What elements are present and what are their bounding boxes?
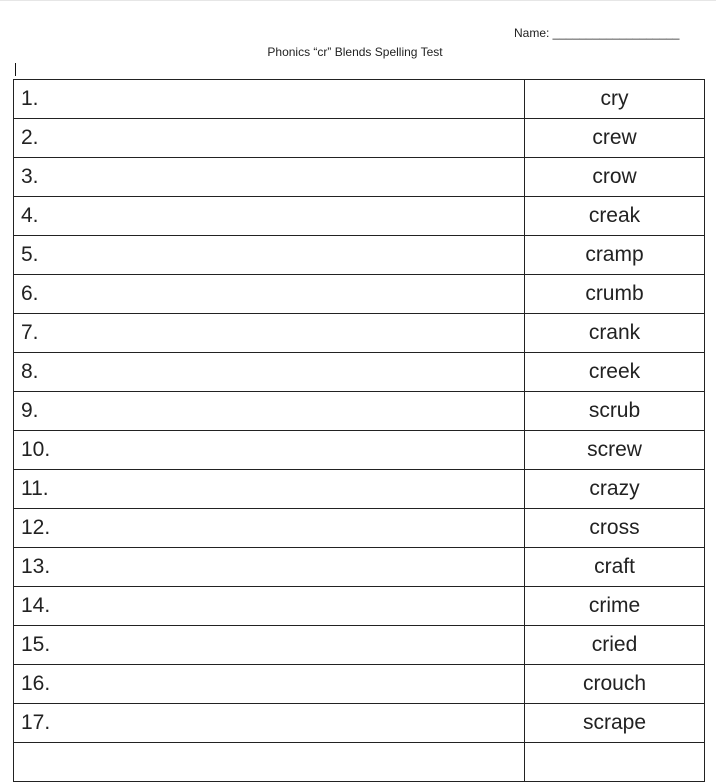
spelling-word-cell[interactable]: creak bbox=[525, 197, 705, 236]
table-row bbox=[14, 509, 705, 548]
table-row bbox=[14, 665, 705, 704]
row-number-cell[interactable]: 8. bbox=[14, 353, 525, 392]
table-row bbox=[14, 704, 705, 743]
spelling-word-cell[interactable]: crouch bbox=[525, 665, 705, 704]
document-title: Phonics “cr” Blends Spelling Test bbox=[267, 45, 443, 59]
table-row bbox=[14, 158, 705, 197]
row-number-cell[interactable]: 2. bbox=[14, 119, 525, 158]
spelling-word-cell[interactable]: crumb bbox=[525, 275, 705, 314]
spelling-word-cell[interactable]: cry bbox=[525, 80, 705, 119]
spelling-word-cell[interactable]: scrape bbox=[525, 704, 705, 743]
spelling-word-cell[interactable]: cross bbox=[525, 509, 705, 548]
row-number-cell[interactable]: 14. bbox=[14, 587, 525, 626]
spelling-word-cell[interactable]: crime bbox=[525, 587, 705, 626]
spelling-word-cell[interactable] bbox=[525, 743, 705, 782]
table-row bbox=[14, 314, 705, 353]
row-number-cell[interactable]: 17. bbox=[14, 704, 525, 743]
row-number-cell[interactable]: 7. bbox=[14, 314, 525, 353]
row-number-cell[interactable]: 9. bbox=[14, 392, 525, 431]
table-row bbox=[14, 236, 705, 275]
text-cursor bbox=[15, 63, 16, 76]
spelling-word-cell[interactable]: crazy bbox=[525, 470, 705, 509]
row-number-cell[interactable]: 11. bbox=[14, 470, 525, 509]
table-row bbox=[14, 392, 705, 431]
table-row bbox=[14, 275, 705, 314]
spelling-word-cell[interactable]: scrub bbox=[525, 392, 705, 431]
row-number-cell[interactable]: 16. bbox=[14, 665, 525, 704]
table-row bbox=[14, 197, 705, 236]
spelling-word-cell[interactable]: cramp bbox=[525, 236, 705, 275]
page-top-border bbox=[0, 0, 716, 1]
spelling-word-cell[interactable]: screw bbox=[525, 431, 705, 470]
table-row bbox=[14, 548, 705, 587]
table-row bbox=[14, 431, 705, 470]
table-row bbox=[14, 353, 705, 392]
row-number-cell[interactable]: 3. bbox=[14, 158, 525, 197]
row-number-cell[interactable]: 15. bbox=[14, 626, 525, 665]
spelling-word-cell[interactable]: crew bbox=[525, 119, 705, 158]
spelling-word-cell[interactable]: cried bbox=[525, 626, 705, 665]
row-number-cell[interactable]: 4. bbox=[14, 197, 525, 236]
spelling-word-cell[interactable]: crow bbox=[525, 158, 705, 197]
spelling-word-cell[interactable]: crank bbox=[525, 314, 705, 353]
row-number-cell[interactable]: 12. bbox=[14, 509, 525, 548]
row-number-cell[interactable]: 13. bbox=[14, 548, 525, 587]
row-number-cell[interactable]: 5. bbox=[14, 236, 525, 275]
spelling-test-table bbox=[13, 79, 705, 782]
row-number-cell[interactable]: 6. bbox=[14, 275, 525, 314]
table-row bbox=[14, 80, 705, 119]
table-row bbox=[14, 626, 705, 665]
name-field-label[interactable]: Name: ___________________ bbox=[514, 26, 680, 40]
row-number-cell[interactable]: 1. bbox=[14, 80, 525, 119]
table-row bbox=[14, 119, 705, 158]
spelling-word-cell[interactable]: creek bbox=[525, 353, 705, 392]
spelling-word-cell[interactable]: craft bbox=[525, 548, 705, 587]
table-row bbox=[14, 470, 705, 509]
row-number-cell[interactable]: 10. bbox=[14, 431, 525, 470]
table-row bbox=[14, 587, 705, 626]
table-row bbox=[14, 743, 705, 782]
row-number-cell[interactable] bbox=[14, 743, 525, 782]
